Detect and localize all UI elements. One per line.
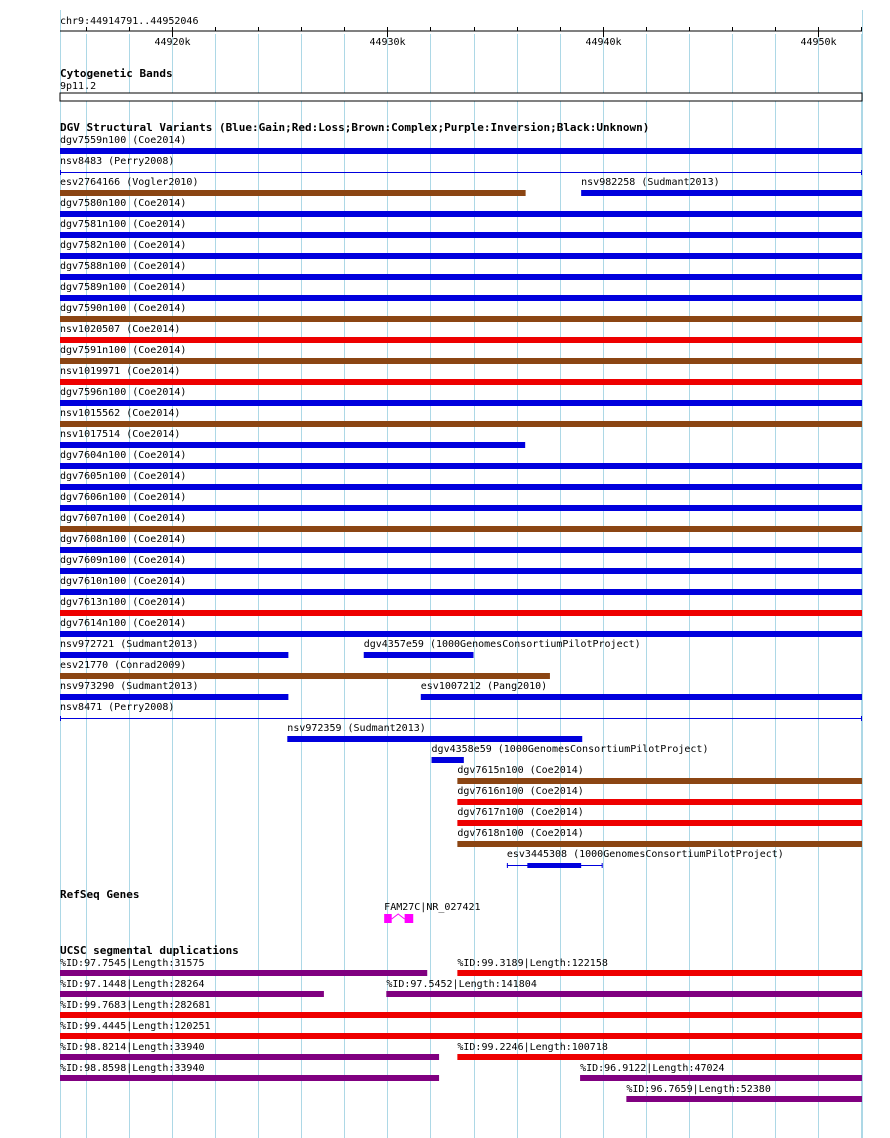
dgv-feature-label: dgv7618n100 (Coe2014) [457,828,584,839]
dgv-feature-bar[interactable] [60,442,525,448]
dgv-feature-label: dgv7605n100 (Coe2014) [60,471,187,482]
dgv-feature-label: dgv7615n100 (Coe2014) [457,765,584,776]
dgv-feature-label: nsv972721 (Sudmant2013) [60,639,199,650]
refseq-exon[interactable] [405,914,414,923]
segdup-feature-label: %ID:97.1448|Length:28264 [60,979,205,990]
dgv-feature-bar[interactable] [60,652,288,658]
dgv-feature-label: esv21770 (Conrad2009) [60,660,187,671]
cytoband-label: 9p11.2 [60,81,97,92]
dgv-feature-label: dgv7580n100 (Coe2014) [60,198,187,209]
segdup-feature-label: %ID:96.9122|Length:47024 [580,1063,725,1074]
dgv-feature-label: esv3445308 (1000GenomesConsortiumPilotProject) [506,849,784,860]
ruler-tick-label: 44920k [154,37,191,48]
refseq-features [384,902,480,923]
dgv-feature-label: nsv1020507 (Coe2014) [60,324,181,335]
dgv-feature-label: nsv1017514 (Coe2014) [60,429,181,440]
dgv-feature-label: esv2764166 (Vogler2010) [60,177,199,188]
cytoband-bar[interactable] [60,93,862,101]
segdup-feature-bar[interactable] [60,1033,862,1039]
segdup-feature-label: %ID:98.8598|Length:33940 [60,1063,205,1074]
ruler-tick-label: 44940k [585,37,622,48]
dgv-feature-bar[interactable] [60,295,862,301]
dgv-feature-bar[interactable] [60,274,862,280]
segdup-track-title: UCSC segmental duplications [60,944,239,957]
dgv-feature-label: dgv7614n100 (Coe2014) [60,618,187,629]
dgv-feature-label: nsv973290 (Sudmant2013) [60,681,199,692]
dgv-feature-label: dgv7589n100 (Coe2014) [60,282,187,293]
segdup-feature-bar[interactable] [60,991,324,997]
dgv-feature-label: nsv8471 (Perry2008) [60,702,175,713]
dgv-feature-bar[interactable] [457,841,862,847]
cytoband-track-title: Cytogenetic Bands [60,67,173,80]
dgv-feature-bar[interactable] [421,694,862,700]
dgv-feature-bar[interactable] [60,568,862,574]
dgv-feature-label: dgv7604n100 (Coe2014) [60,450,187,461]
dgv-feature-bar[interactable] [60,379,862,385]
dgv-feature-bar[interactable] [60,673,550,679]
segdup-feature-label: %ID:96.7659|Length:52380 [626,1084,771,1095]
refseq-intron [392,914,405,919]
segdup-track [60,944,862,1102]
dgv-feature-label: dgv7581n100 (Coe2014) [60,219,187,230]
segdup-feature-bar[interactable] [457,970,862,976]
dgv-track-title: DGV Structural Variants (Blue:Gain;Red:Loss;Brown:Complex;Purple:Inversion;Black:Unknown) [60,121,650,134]
dgv-feature-label: dgv7610n100 (Coe2014) [60,576,187,587]
dgv-feature-label: dgv7591n100 (Coe2014) [60,345,187,356]
segdup-feature-label: %ID:98.8214|Length:33940 [60,1042,205,1053]
ruler-tick-label: 44950k [800,37,837,48]
dgv-feature-label: dgv7609n100 (Coe2014) [60,555,187,566]
segdup-features [60,958,862,1102]
segdup-feature-label: %ID:97.7545|Length:31575 [60,958,205,969]
dgv-feature-label: nsv982258 (Sudmant2013) [581,177,720,188]
dgv-feature-bar[interactable] [60,211,862,217]
dgv-feature-bar[interactable] [457,820,862,826]
dgv-feature-bar[interactable] [457,778,862,784]
dgv-track [60,121,862,868]
dgv-feature-bar[interactable] [432,757,464,763]
dgv-feature-label: esv1007212 (Pang2010) [420,681,548,692]
dgv-feature-bar[interactable] [60,631,862,637]
dgv-feature-bar[interactable] [60,484,862,490]
dgv-feature-label: nsv8483 (Perry2008) [60,156,175,167]
refseq-track-title: RefSeq Genes [60,888,140,901]
segdup-feature-bar[interactable] [60,1075,439,1081]
dgv-feature-bar[interactable] [60,316,862,322]
dgv-feature-bar[interactable] [60,358,862,364]
dgv-feature-bar[interactable] [60,190,526,196]
segdup-feature-bar[interactable] [580,1075,862,1081]
dgv-feature-label: dgv7617n100 (Coe2014) [457,807,584,818]
dgv-feature-label: nsv1015562 (Coe2014) [60,408,181,419]
dgv-feature-label: nsv1019971 (Coe2014) [60,366,181,377]
dgv-feature-bar[interactable] [287,736,582,742]
ruler-tick-label: 44930k [369,37,406,48]
segdup-feature-bar[interactable] [60,1012,862,1018]
dgv-feature-bar[interactable] [457,799,862,805]
dgv-feature-label: nsv972359 (Sudmant2013) [287,723,426,734]
dgv-feature-label: dgv7559n100 (Coe2014) [60,135,187,146]
segdup-feature-bar[interactable] [60,1054,439,1060]
segdup-feature-bar[interactable] [386,991,862,997]
refseq-exon[interactable] [384,914,392,923]
dgv-feature-label: dgv7596n100 (Coe2014) [60,387,187,398]
region-label: chr9:44914791..44952046 [60,16,199,27]
dgv-feature-bar[interactable] [60,526,862,532]
refseq-track [60,888,481,923]
segdup-feature-bar[interactable] [626,1096,862,1102]
segdup-feature-label: %ID:99.2246|Length:100718 [457,1042,608,1053]
dgv-feature-label: dgv7607n100 (Coe2014) [60,513,187,524]
dgv-feature-bar[interactable] [60,589,862,595]
dgv-feature-label: dgv7582n100 (Coe2014) [60,240,187,251]
dgv-feature-label: dgv4358e59 (1000GenomesConsortiumPilotProject) [431,744,709,755]
dgv-feature-bar[interactable] [60,694,288,700]
dgv-features [60,135,862,868]
dgv-feature-label: dgv7588n100 (Coe2014) [60,261,187,272]
dgv-feature-bar[interactable] [60,463,862,469]
dgv-feature-bar[interactable] [364,652,474,658]
dgv-feature-bar[interactable] [60,547,862,553]
dgv-feature-label: dgv7608n100 (Coe2014) [60,534,187,545]
dgv-feature-bar[interactable] [60,232,862,238]
segdup-feature-bar[interactable] [457,1054,862,1060]
dgv-feature-bar[interactable] [60,421,862,427]
dgv-feature-label: dgv7590n100 (Coe2014) [60,303,187,314]
dgv-feature-bar[interactable] [60,253,862,259]
dgv-feature-label: dgv7616n100 (Coe2014) [457,786,584,797]
dgv-feature-label: dgv4357e59 (1000GenomesConsortiumPilotProject) [363,639,641,650]
cytoband-track [60,67,862,101]
dgv-feature-bar[interactable] [60,400,862,406]
segdup-feature-label: %ID:99.4445|Length:120251 [60,1021,211,1032]
dgv-feature-bar[interactable] [581,190,862,196]
dgv-feature-label: dgv7613n100 (Coe2014) [60,597,187,608]
refseq-gene-label: FAM27C|NR_027421 [384,902,481,913]
segdup-feature-label: %ID:99.3189|Length:122158 [457,958,608,969]
segdup-feature-bar[interactable] [60,970,427,976]
dgv-feature-bar[interactable] [60,337,862,343]
dgv-feature-bar[interactable] [60,610,862,616]
dgv-feature-bar[interactable] [527,863,581,868]
ruler [60,16,862,48]
dgv-feature-label: dgv7606n100 (Coe2014) [60,492,187,503]
dgv-feature-bar[interactable] [60,148,862,154]
segdup-feature-label: %ID:99.7683|Length:282681 [60,1000,211,1011]
dgv-feature-bar[interactable] [60,505,862,511]
segdup-feature-label: %ID:97.5452|Length:141804 [386,979,537,990]
